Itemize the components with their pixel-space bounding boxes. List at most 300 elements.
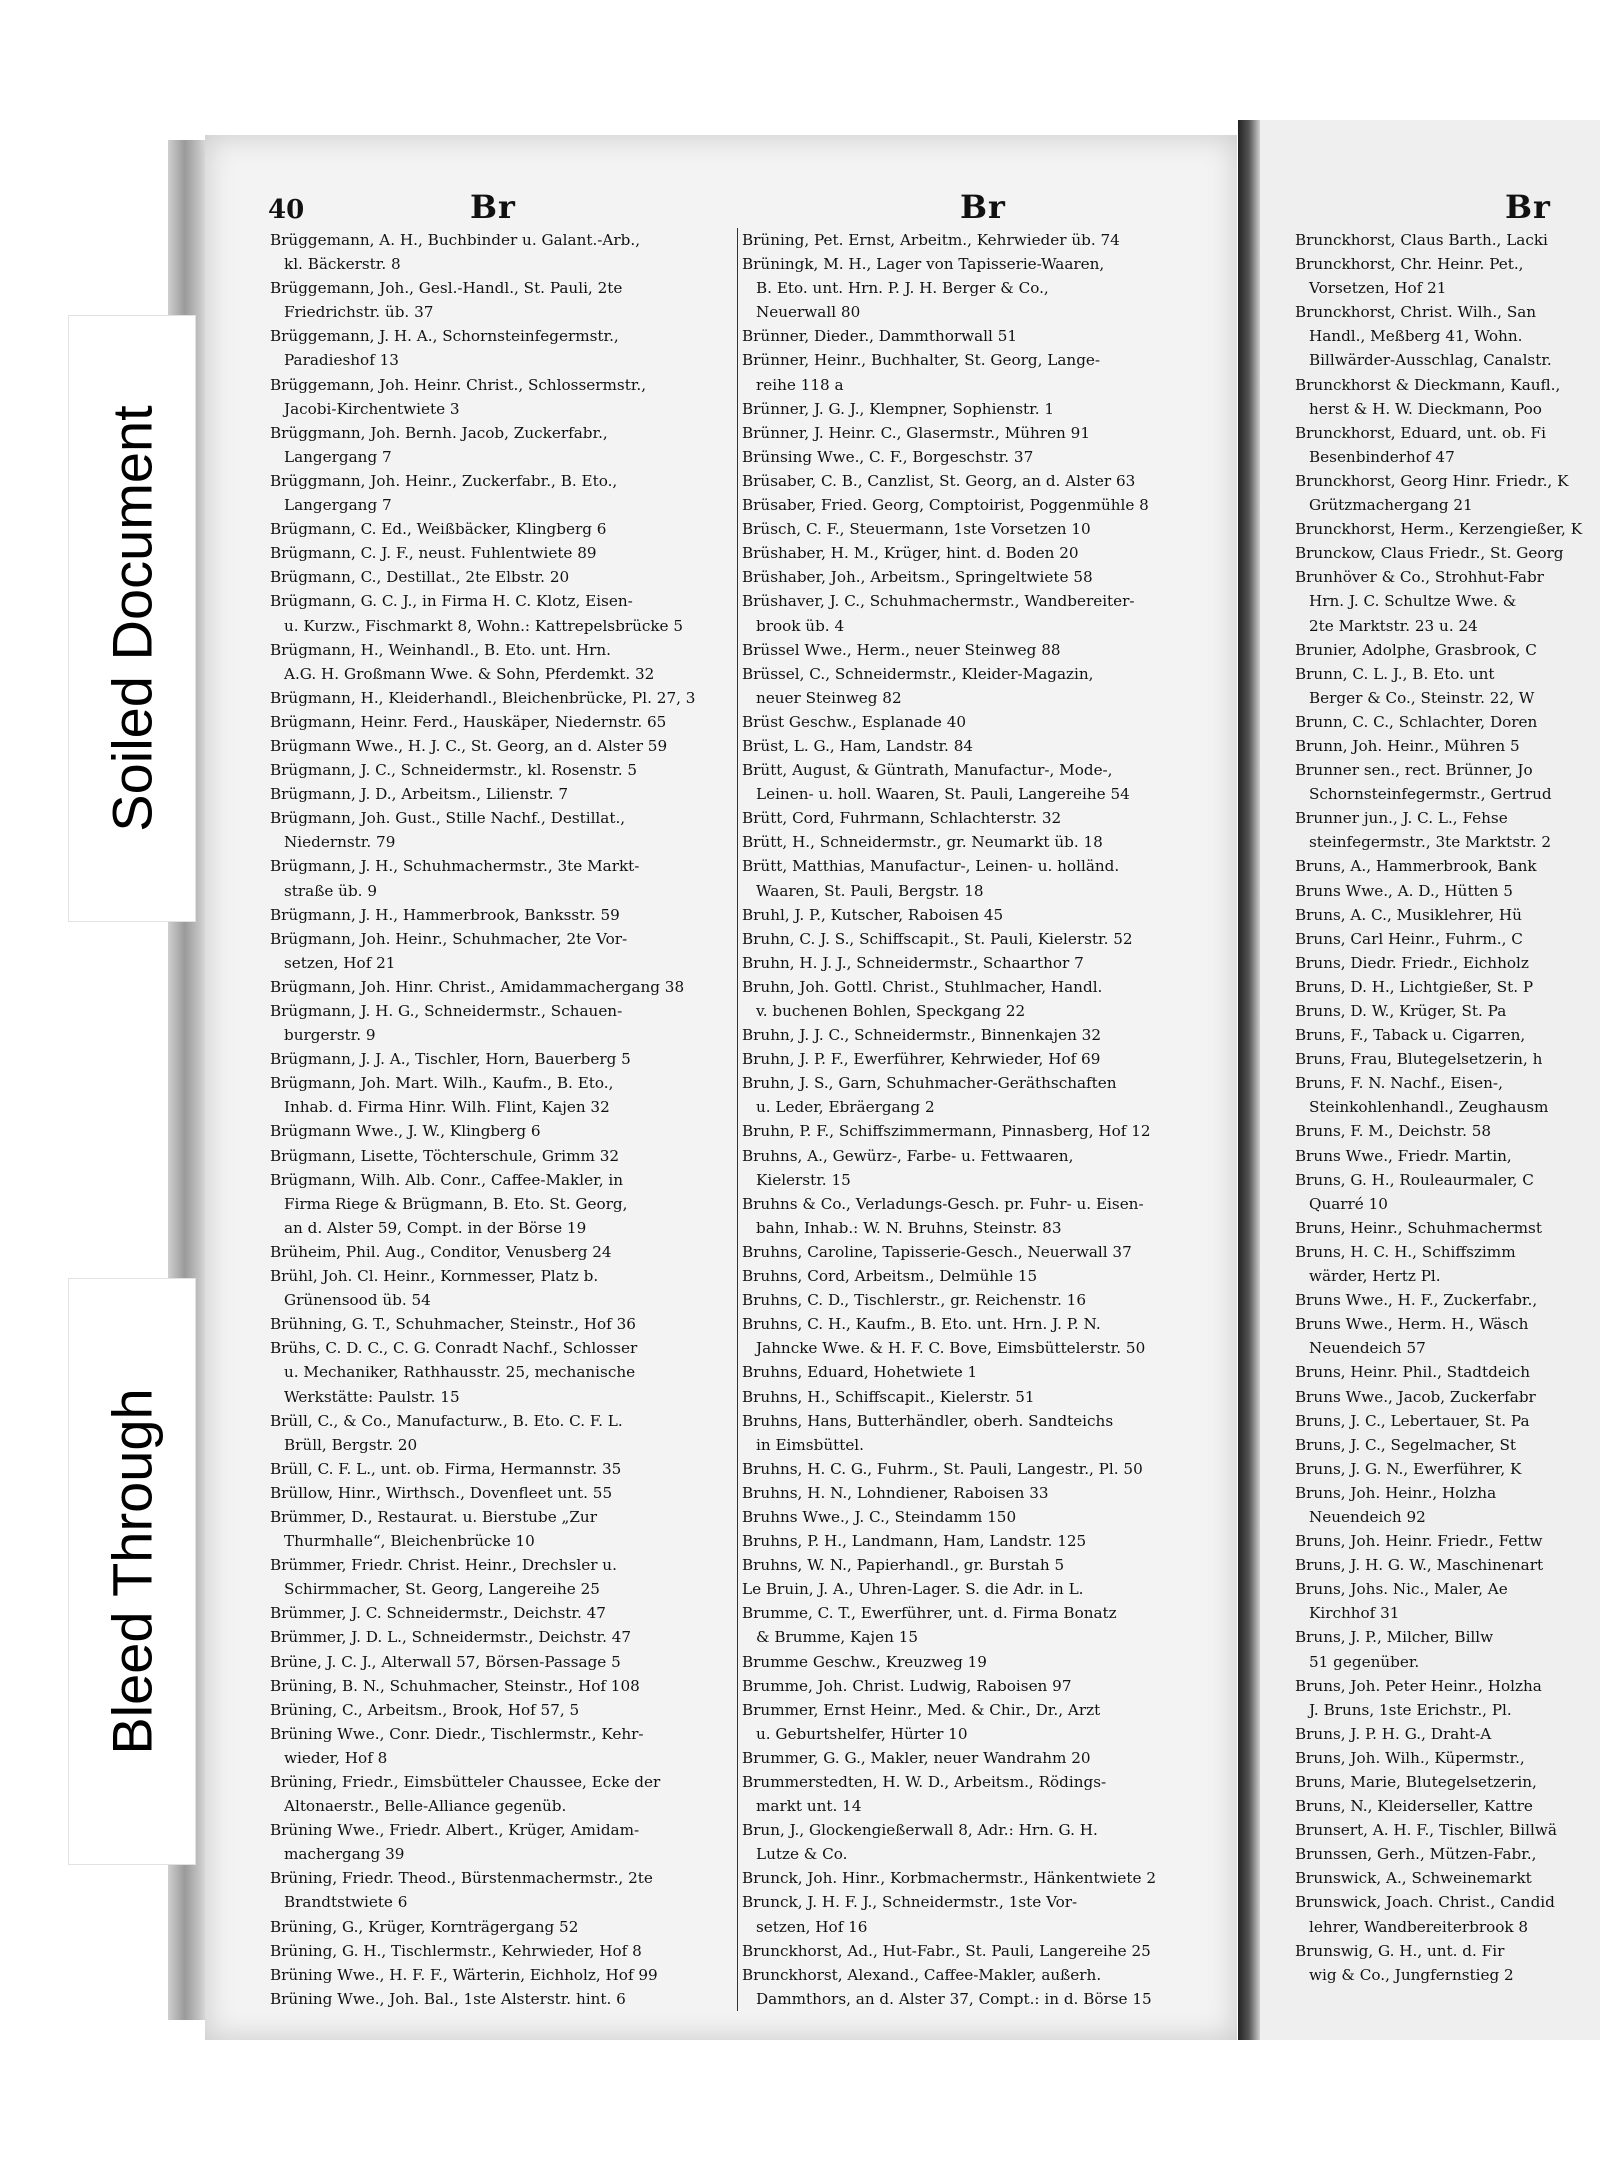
directory-entry xyxy=(742,1409,1204,1457)
directory-entry xyxy=(270,1722,732,1770)
entry-line: Brühning, G. T., Schuhmacher, Steinstr., Hof 36 xyxy=(270,1315,636,1334)
entry-line: Bruhl, J. P., Kutscher, Raboisen 45 xyxy=(742,905,1004,924)
directory-entry xyxy=(742,1698,1204,1746)
entry-line: Brüning Wwe., Friedr. Albert., Krüger, Amidam- xyxy=(270,1821,640,1840)
entry-continuation-line: 51 gegenüber. xyxy=(1309,1652,1420,1671)
directory-entry xyxy=(1295,1312,1600,1360)
directory-entry xyxy=(742,903,1204,927)
directory-entry xyxy=(742,517,1204,541)
directory-entry xyxy=(1295,1842,1600,1866)
directory-entry xyxy=(270,1553,732,1601)
directory-entry xyxy=(270,1409,732,1457)
entry-line: Brümmer, J. C. Schneidermstr., Deichstr. 47 xyxy=(270,1604,606,1623)
entry-line: Bruns, A. C., Musiklehrer, Hü xyxy=(1295,905,1522,924)
entry-line: Brüning Wwe., H. F. F., Wärterin, Eichholz, Hof 99 xyxy=(270,1965,658,1984)
directory-entry xyxy=(742,1071,1204,1119)
directory-entry xyxy=(1295,1577,1600,1625)
directory-entry xyxy=(742,228,1204,252)
directory-entry xyxy=(742,806,1204,830)
entry-continuation-line: markt unt. 14 xyxy=(756,1797,862,1816)
directory-entry xyxy=(1295,1119,1600,1143)
directory-entry xyxy=(270,806,732,854)
directory-entry xyxy=(742,1650,1204,1674)
directory-entry xyxy=(742,1601,1204,1649)
entry-line: Bruns Wwe., Herm. H., Wäsch xyxy=(1295,1315,1529,1334)
entry-line: Bruns, Heinr. Phil., Stadtdeich xyxy=(1295,1363,1530,1382)
entry-line: Brügmann, H., Weinhandl., B. Eto. unt. Hrn. xyxy=(270,640,611,659)
directory-entry xyxy=(1295,999,1600,1023)
entry-line: Bruhns, H. N., Lohndiener, Raboisen 33 xyxy=(742,1483,1049,1502)
entry-line: Brüning, G., Krüger, Kornträgergang 52 xyxy=(270,1917,579,1936)
directory-entry xyxy=(270,324,732,372)
entry-line: Brüst Geschw., Esplanade 40 xyxy=(742,712,967,731)
directory-entry xyxy=(742,1240,1204,1264)
directory-entry xyxy=(742,1674,1204,1698)
directory-entry xyxy=(270,1071,732,1119)
entry-line: Brüheim, Phil. Aug., Conditor, Venusberg 24 xyxy=(270,1242,612,1261)
directory-entry xyxy=(742,951,1204,975)
entry-line: Brummerstedten, H. W. D., Arbeitsm., Rödings- xyxy=(742,1773,1107,1791)
entry-continuation-line: Hrn. J. C. Schultze Wwe. & xyxy=(1309,592,1517,611)
directory-entry xyxy=(742,854,1204,902)
entry-line: Bruhn, Joh. Gottl. Christ., Stuhlmacher, Handl. xyxy=(742,977,1103,996)
directory-entry xyxy=(270,565,732,589)
directory-entry xyxy=(742,252,1204,324)
entry-line: Brunn, C. L. J., B. Eto. unt xyxy=(1295,664,1495,683)
entry-line: Brunck, J. H. F. J., Schneidermstr., 1ste Vor- xyxy=(742,1893,1078,1912)
directory-entry xyxy=(270,1987,732,2011)
directory-entry xyxy=(270,854,732,902)
entry-continuation-line: Langergang 7 xyxy=(284,496,392,515)
entry-line: Bruns, N., Kleiderseller, Kattre xyxy=(1295,1797,1533,1816)
directory-entry xyxy=(270,903,732,927)
entry-continuation-line: Waaren, St. Pauli, Bergstr. 18 xyxy=(756,881,984,900)
entry-line: Brügmann, Joh. Gust., Stille Nachf., Destillat., xyxy=(270,809,626,828)
entry-line: Bruns Wwe., A. D., Hütten 5 xyxy=(1295,881,1513,900)
directory-entry xyxy=(1295,1168,1600,1216)
directory-entry xyxy=(1295,1746,1600,1770)
entry-line: Brüggemann, A. H., Buchbinder u. Galant.-Arb., xyxy=(270,231,641,249)
directory-entry xyxy=(742,734,1204,758)
directory-entry xyxy=(742,1770,1204,1818)
directory-entry xyxy=(1295,517,1600,541)
entry-line: Brüshaber, Joh., Arbeitsm., Springeltwiete 58 xyxy=(742,568,1093,587)
directory-entry xyxy=(270,638,732,686)
entry-line: Brügmann, C. J. F., neust. Fuhlentwiete 89 xyxy=(270,544,597,563)
entry-line: Brüning, Pet. Ernst, Arbeitm., Kehrwieder üb. 74 xyxy=(742,231,1120,249)
entry-line: Bruns Wwe., Jacob, Zuckerfabr xyxy=(1295,1387,1536,1406)
entry-continuation-line: u. Mechaniker, Rathhausstr. 25, mechanische xyxy=(284,1363,636,1382)
entry-line: Brügmann, C., Destillat., 2te Elbstr. 20 xyxy=(270,568,570,587)
entry-line: Brügmann, Joh. Mart. Wilh., Kaufm., B. Eto., xyxy=(270,1074,614,1093)
entry-line: Brügmann Wwe., J. W., Klingberg 6 xyxy=(270,1122,541,1141)
directory-column-right xyxy=(1295,228,1600,1987)
entry-line: Brünner, J. G. J., Klempner, Sophienstr. 1 xyxy=(742,399,1055,418)
entry-line: Brunckhorst, Ad., Hut-Fabr., St. Pauli, Langereihe 25 xyxy=(742,1941,1151,1960)
entry-continuation-line: Handl., Meßberg 41, Wohn. xyxy=(1309,327,1523,346)
entry-continuation-line: herst & H. W. Dieckmann, Poo xyxy=(1309,399,1542,418)
entry-line: Brunckhorst, Herm., Kerzengießer, K xyxy=(1295,520,1583,539)
entry-continuation-line: straße üb. 9 xyxy=(284,881,377,900)
directory-entry xyxy=(1295,1023,1600,1047)
directory-entry xyxy=(1295,1144,1600,1168)
entry-line: Brüningk, M. H., Lager von Tapisserie-Waaren, xyxy=(742,255,1105,274)
directory-entry xyxy=(742,1360,1204,1384)
entry-line: Brüning, C., Arbeitsm., Brook, Hof 57, 5 xyxy=(270,1700,580,1719)
bleed-through-label xyxy=(68,1278,196,1865)
entry-continuation-line: u. Geburtshelfer, Hürter 10 xyxy=(756,1724,968,1743)
entry-line: Brühl, Joh. Cl. Heinr., Kornmesser, Platz b. xyxy=(270,1267,599,1286)
entry-line: Brummer, Ernst Heinr., Med. & Chir., Dr., Arzt xyxy=(742,1700,1101,1719)
directory-entry xyxy=(742,638,1204,662)
entry-line: Bruns Wwe., H. F., Zuckerfabr., xyxy=(1295,1291,1538,1310)
entry-line: Brunn, C. C., Schlachter, Doren xyxy=(1295,712,1538,731)
entry-line: Brüning, Friedr., Eimsbütteler Chaussee, Ecke der xyxy=(270,1773,661,1791)
entry-line: Brüll, C., & Co., Manufacturw., B. Eto. C. F. L. xyxy=(270,1411,623,1430)
soiled-document-label xyxy=(68,315,196,922)
entry-line: Brunckhorst, Georg Hinr. Friedr., K xyxy=(1295,471,1569,490)
directory-entry xyxy=(270,517,732,541)
entry-line: Bruhns, W. N., Papierhandl., gr. Burstah 5 xyxy=(742,1556,1065,1575)
entry-continuation-line: & Brumme, Kajen 15 xyxy=(756,1628,919,1647)
page-number: 40 xyxy=(268,195,305,225)
entry-line: Brunswig, G. H., unt. d. Fir xyxy=(1295,1941,1505,1960)
entry-continuation-line: Leinen- u. holl. Waaren, St. Pauli, Langereihe 54 xyxy=(756,785,1130,804)
directory-entry xyxy=(742,830,1204,854)
entry-line: Brümmer, J. D. L., Schneidermstr., Deichstr. 47 xyxy=(270,1628,632,1647)
entry-line: Brunckhorst, Eduard, unt. ob. Fi xyxy=(1295,423,1546,442)
entry-line: Brünner, J. Heinr. C., Glasermstr., Mühren 91 xyxy=(742,423,1090,442)
entry-continuation-line: 2te Marktstr. 23 u. 24 xyxy=(1309,616,1478,635)
entry-line: Brügmann, C. Ed., Weißbäcker, Klingberg 6 xyxy=(270,520,607,539)
directory-entry xyxy=(1295,1216,1600,1240)
entry-continuation-line: bahn, Inhab.: W. N. Bruhns, Steinstr. 83 xyxy=(756,1218,1062,1237)
entry-line: Brügmann, G. C. J., in Firma H. C. Klotz, Eisen- xyxy=(270,592,633,611)
entry-continuation-line: Kielerstr. 15 xyxy=(756,1170,851,1189)
directory-entry xyxy=(1295,975,1600,999)
directory-entry xyxy=(270,541,732,565)
directory-entry xyxy=(270,999,732,1047)
directory-entry xyxy=(1295,1866,1600,1890)
directory-entry xyxy=(1295,951,1600,975)
entry-line: Brügmann, Joh. Heinr., Schuhmacher, 2te Vor- xyxy=(270,929,628,948)
directory-entry xyxy=(270,1505,732,1553)
entry-line: Brünsing Wwe., C. F., Borgeschstr. 37 xyxy=(742,447,1034,466)
directory-entry xyxy=(742,1312,1204,1360)
entry-line: Bruns, F. N. Nachf., Eisen-, xyxy=(1295,1074,1503,1093)
directory-entry xyxy=(1295,638,1600,662)
entry-line: Brüning, G. H., Tischlermstr., Kehrwieder, Hof 8 xyxy=(270,1941,642,1960)
entry-continuation-line: Jacobi-Kirchentwiete 3 xyxy=(284,399,460,418)
entry-line: Brüst, L. G., Ham, Landstr. 84 xyxy=(742,736,974,755)
directory-entry xyxy=(1295,710,1600,734)
entry-line: Bruhns, H., Schiffscapit., Kielerstr. 51 xyxy=(742,1387,1035,1406)
directory-entry xyxy=(270,758,732,782)
entry-continuation-line: Neuendeich 92 xyxy=(1309,1507,1426,1526)
directory-entry xyxy=(742,1192,1204,1240)
entry-line: Brüsaber, Fried. Georg, Comptoirist, Poggenmühle 8 xyxy=(742,496,1149,515)
directory-entry xyxy=(742,469,1204,493)
entry-line: Brüshaber, H. M., Krüger, hint. d. Boden 20 xyxy=(742,544,1079,563)
running-head-left: Br xyxy=(470,188,516,226)
directory-entry xyxy=(270,1240,732,1264)
entry-line: Bruns, D. H., Lichtgießer, St. P xyxy=(1295,977,1534,996)
directory-entry xyxy=(270,1601,732,1625)
entry-line: Bruns, Joh. Heinr. Friedr., Fettw xyxy=(1295,1532,1543,1551)
directory-entry xyxy=(270,1264,732,1312)
entry-continuation-line: wieder, Hof 8 xyxy=(284,1748,388,1767)
directory-entry xyxy=(742,1818,1204,1866)
entry-line: Bruns, Marie, Blutegelsetzerin, xyxy=(1295,1773,1537,1791)
directory-entry xyxy=(1295,1553,1600,1577)
directory-entry xyxy=(742,1529,1204,1553)
directory-entry xyxy=(270,1119,732,1143)
entry-line: Brunhöver & Co., Strohhut-Fabr xyxy=(1295,568,1544,587)
entry-continuation-line: B. Eto. unt. Hrn. P. J. H. Berger & Co., xyxy=(756,279,1049,298)
directory-entry xyxy=(1295,1288,1600,1312)
entry-line: Brummer, G. G., Makler, neuer Wandrahm 20 xyxy=(742,1748,1091,1767)
entry-line: Brühs, C. D. C., C. G. Conradt Nachf., Schlosser xyxy=(270,1339,638,1358)
directory-entry xyxy=(742,1119,1204,1143)
soiled-document-text: Soiled Document xyxy=(100,405,164,832)
directory-entry xyxy=(742,348,1204,396)
directory-entry xyxy=(270,421,732,469)
entry-continuation-line: Grützmachergang 21 xyxy=(1309,496,1473,515)
directory-entry xyxy=(742,1288,1204,1312)
directory-entry xyxy=(1295,734,1600,758)
entry-line: Brüning, Friedr. Theod., Bürstenmachermstr., 2te xyxy=(270,1869,653,1888)
entry-continuation-line: kl. Bäckerstr. 8 xyxy=(284,255,401,274)
directory-entry xyxy=(1295,1433,1600,1457)
directory-entry xyxy=(270,1481,732,1505)
directory-entry xyxy=(742,710,1204,734)
directory-entry xyxy=(742,541,1204,565)
entry-line: Brügmann, H., Kleiderhandl., Bleichenbrücke, Pl. 27, 3 xyxy=(270,688,696,707)
entry-line: Brütt, Matthias, Manufactur-, Leinen- u. holländ. xyxy=(742,857,1120,876)
entry-line: Brüll, C. F. L., unt. ob. Firma, Hermannstr. 35 xyxy=(270,1459,622,1478)
entry-line: Bruns, J. G. N., Ewerführer, K xyxy=(1295,1459,1522,1478)
directory-entry xyxy=(270,782,732,806)
entry-line: Brunner jun., J. C. L., Fehse xyxy=(1295,809,1508,828)
entry-line: Bruns, Johs. Nic., Maler, Ae xyxy=(1295,1580,1508,1599)
entry-line: Brunswick, A., Schweinemarkt xyxy=(1295,1869,1532,1888)
entry-continuation-line: u. Leder, Ebräergang 2 xyxy=(756,1098,935,1117)
entry-line: Bruhns, C. H., Kaufm., B. Eto. unt. Hrn. J. P. N. xyxy=(742,1315,1101,1334)
entry-continuation-line: Altonaerstr., Belle-Alliance gegenüb. xyxy=(284,1797,567,1816)
entry-line: Bruhns, A., Gewürz-, Farbe- u. Fettwaaren, xyxy=(742,1146,1074,1165)
entry-line: Brüning Wwe., Joh. Bal., 1ste Alsterstr. hint. 6 xyxy=(270,1989,626,2008)
entry-continuation-line: Brüll, Bergstr. 20 xyxy=(284,1435,418,1454)
entry-continuation-line: Neuerwall 80 xyxy=(756,303,861,322)
entry-line: Brüsch, C. F., Steuermann, 1ste Vorsetzen 10 xyxy=(742,520,1091,539)
entry-continuation-line: Brandtstwiete 6 xyxy=(284,1893,408,1912)
directory-entry xyxy=(270,373,732,421)
entry-line: Brüllow, Hinr., Wirthsch., Dovenfleet unt. 55 xyxy=(270,1483,613,1502)
entry-continuation-line: Werkstätte: Paulstr. 15 xyxy=(284,1387,460,1406)
directory-entry xyxy=(1295,758,1600,806)
entry-line: Bruns, J. P., Milcher, Billw xyxy=(1295,1628,1494,1647)
directory-entry xyxy=(1295,1939,1600,1987)
directory-entry xyxy=(1295,1794,1600,1818)
entry-continuation-line: Schirmmacher, St. Georg, Langereihe 25 xyxy=(284,1580,600,1599)
entry-line: Brunssen, Gerh., Mützen-Fabr., xyxy=(1295,1845,1537,1864)
directory-entry xyxy=(270,1674,732,1698)
entry-line: Brunckhorst, Chr. Heinr. Pet., xyxy=(1295,255,1524,274)
running-head-right: Br xyxy=(1505,188,1551,226)
directory-entry xyxy=(270,1625,732,1649)
directory-entry xyxy=(1295,1481,1600,1529)
directory-entry xyxy=(270,276,732,324)
directory-entry xyxy=(270,734,732,758)
entry-line: Brügmann, J. C., Schneidermstr., kl. Rosenstr. 5 xyxy=(270,761,638,780)
directory-entry xyxy=(742,1385,1204,1409)
bleed-through-text: Bleed Through xyxy=(100,1388,164,1755)
entry-continuation-line: Firma Riege & Brügmann, B. Eto. St. Georg, xyxy=(284,1194,628,1213)
entry-line: Bruns, Joh. Heinr., Holzha xyxy=(1295,1483,1497,1502)
entry-line: Bruhn, J. S., Garn, Schuhmacher-Geräthschaften xyxy=(742,1074,1117,1093)
directory-entry xyxy=(1295,1457,1600,1481)
directory-entry xyxy=(742,1047,1204,1071)
entry-line: Bruns, A., Hammerbrook, Bank xyxy=(1295,857,1537,876)
entry-line: Brüggmann, Joh. Heinr., Zuckerfabr., B. Eto., xyxy=(270,471,618,490)
entry-continuation-line: setzen, Hof 21 xyxy=(284,953,396,972)
directory-entry xyxy=(742,1457,1204,1481)
entry-continuation-line: Besenbinderhof 47 xyxy=(1309,447,1455,466)
entry-line: Bruns, Heinr., Schuhmachermst xyxy=(1295,1218,1542,1237)
directory-entry xyxy=(742,1746,1204,1770)
directory-entry xyxy=(1295,1722,1600,1746)
entry-continuation-line: wig & Co., Jungfernstieg 2 xyxy=(1309,1965,1514,1984)
directory-entry xyxy=(270,975,732,999)
entry-line: Brügmann, J. H., Hammerbrook, Banksstr. 59 xyxy=(270,905,620,924)
entry-continuation-line: Neuendeich 57 xyxy=(1309,1339,1426,1358)
entry-continuation-line: Grünensood üb. 54 xyxy=(284,1291,431,1310)
entry-line: Brumme, C. T., Ewerführer, unt. d. Firma Bonatz xyxy=(742,1604,1117,1623)
entry-line: Bruhns, Cord, Arbeitsm., Delmühle 15 xyxy=(742,1267,1038,1286)
directory-entry xyxy=(1295,469,1600,517)
entry-line: Brügmann, J. H., Schuhmachermstr., 3te Markt- xyxy=(270,857,640,876)
directory-entry xyxy=(1295,1529,1600,1553)
entry-line: Brügmann Wwe., H. J. C., St. Georg, an d. Alster 59 xyxy=(270,736,668,755)
directory-entry xyxy=(742,927,1204,951)
directory-entry xyxy=(1295,541,1600,565)
directory-entry xyxy=(742,1144,1204,1192)
directory-entry xyxy=(742,1023,1204,1047)
entry-line: Bruhns, H. C. G., Fuhrm., St. Pauli, Langestr., Pl. 50 xyxy=(742,1459,1143,1478)
entry-line: Brüggemann, Joh. Heinr. Christ., Schlossermstr., xyxy=(270,375,647,394)
directory-entry xyxy=(742,324,1204,348)
directory-entry xyxy=(1295,1409,1600,1433)
entry-continuation-line: Inhab. d. Firma Hinr. Wilh. Flint, Kajen 32 xyxy=(284,1098,610,1117)
entry-line: Brunswick, Joach. Christ., Candid xyxy=(1295,1893,1555,1912)
entry-line: Bruhn, J. P. F., Ewerführer, Kehrwieder, Hof 69 xyxy=(742,1050,1101,1069)
directory-entry xyxy=(742,565,1204,589)
directory-entry xyxy=(742,589,1204,637)
entry-continuation-line: Lutze & Co. xyxy=(756,1845,848,1864)
directory-entry xyxy=(1295,228,1600,252)
entry-continuation-line: v. buchenen Bohlen, Speckgang 22 xyxy=(756,1002,1026,1020)
entry-continuation-line: reihe 118 a xyxy=(756,375,844,394)
entry-line: Bruhn, C. J. S., Schiffscapit., St. Pauli, Kielerstr. 52 xyxy=(742,929,1133,948)
directory-entry xyxy=(1295,927,1600,951)
entry-continuation-line: A.G. H. Großmann Wwe. & Sohn, Pferdemkt. 32 xyxy=(284,664,655,683)
entry-line: Bruhns, C. D., Tischlerstr., gr. Reichenstr. 16 xyxy=(742,1291,1086,1310)
directory-entry xyxy=(270,927,732,975)
entry-continuation-line: Niedernstr. 79 xyxy=(284,833,396,852)
entry-line: Brütt, H., Schneidermstr., gr. Neumarkt üb. 18 xyxy=(742,833,1103,852)
entry-line: Brügmann, Lisette, Töchterschule, Grimm 32 xyxy=(270,1146,620,1165)
directory-entry xyxy=(742,1264,1204,1288)
directory-entry xyxy=(1295,879,1600,903)
directory-entry xyxy=(270,1939,732,1963)
entry-continuation-line: Dammthors, an d. Alster 37, Compt.: in d. Börse 15 xyxy=(756,1989,1152,2008)
entry-line: Brunckhorst & Dieckmann, Kaufl., xyxy=(1295,375,1561,394)
entry-line: Bruns Wwe., Friedr. Martin, xyxy=(1295,1146,1512,1165)
entry-continuation-line: Kirchhof 31 xyxy=(1309,1604,1400,1623)
directory-entry xyxy=(1295,1360,1600,1384)
entry-line: Bruns, F. M., Deichstr. 58 xyxy=(1295,1122,1492,1141)
entry-continuation-line: brook üb. 4 xyxy=(756,616,845,635)
entry-line: Bruhns, Hans, Butterhändler, oberh. Sandteichs xyxy=(742,1411,1114,1430)
directory-entry xyxy=(742,1481,1204,1505)
directory-entry xyxy=(270,469,732,517)
entry-continuation-line: setzen, Hof 16 xyxy=(756,1917,868,1936)
directory-entry xyxy=(1295,1674,1600,1722)
entry-continuation-line: Langergang 7 xyxy=(284,447,392,466)
directory-entry xyxy=(1295,1890,1600,1938)
entry-line: Bruhn, J. J. C., Schneidermstr., Binnenkajen 32 xyxy=(742,1026,1102,1045)
entry-line: Brügmann, J. H. G., Schneidermstr., Schauen- xyxy=(270,1002,623,1020)
directory-column-middle xyxy=(737,228,1204,2011)
entry-line: Brüssel, C., Schneidermstr., Kleider-Magazin, xyxy=(742,664,1094,683)
entry-line: Brügmann, J. J. A., Tischler, Horn, Bauerberg 5 xyxy=(270,1050,631,1069)
entry-line: Brüggmann, Joh. Bernh. Jacob, Zuckerfabr., xyxy=(270,423,608,442)
directory-entry xyxy=(742,1963,1204,2011)
entry-continuation-line: burgerstr. 9 xyxy=(284,1026,376,1045)
entry-line: Brun, J., Glockengießerwall 8, Adr.: Hrn. G. H. xyxy=(742,1821,1098,1840)
entry-continuation-line: wärder, Hertz Pl. xyxy=(1309,1267,1441,1286)
entry-line: Brügmann, Joh. Hinr. Christ., Amidammachergang 38 xyxy=(270,977,685,996)
directory-entry xyxy=(270,1963,732,1987)
directory-entry xyxy=(270,1650,732,1674)
directory-entry xyxy=(1295,1625,1600,1673)
directory-entry xyxy=(270,1866,732,1914)
directory-column-left xyxy=(270,228,732,2011)
entry-line: Bruns, Carl Heinr., Fuhrm., C xyxy=(1295,929,1523,948)
entry-line: Brumme, Joh. Christ. Ludwig, Raboisen 97 xyxy=(742,1676,1072,1695)
directory-entry xyxy=(1295,1240,1600,1288)
entry-continuation-line: u. Kurzw., Fischmarkt 8, Wohn.: Kattrepelsbrücke 5 xyxy=(284,616,684,635)
entry-line: Brunckhorst, Alexand., Caffee-Makler, außerh. xyxy=(742,1965,1102,1984)
entry-continuation-line: Thurmhalle“, Bleichenbrücke 10 xyxy=(284,1532,535,1551)
entry-line: Bruns, Frau, Blutegelsetzerin, h xyxy=(1295,1050,1543,1069)
entry-line: Brunner sen., rect. Brünner, Jo xyxy=(1295,761,1533,780)
entry-line: Brütt, August, & Güntrath, Manufactur-, Mode-, xyxy=(742,761,1113,780)
directory-entry xyxy=(1295,421,1600,469)
entry-continuation-line: Friedrichstr. üb. 37 xyxy=(284,303,434,322)
entry-continuation-line: Billwärder-Ausschlag, Canalstr. xyxy=(1309,351,1552,370)
directory-entry xyxy=(270,1168,732,1240)
entry-line: Bruns, F., Taback u. Cigarren, xyxy=(1295,1026,1526,1045)
directory-entry xyxy=(742,1505,1204,1529)
entry-line: Brügmann, Heinr. Ferd., Hauskäper, Niedernstr. 65 xyxy=(270,712,667,731)
entry-line: Brunsert, A. H. F., Tischler, Billwä xyxy=(1295,1821,1557,1840)
entry-line: Brüssel Wwe., Herm., neuer Steinweg 88 xyxy=(742,640,1061,659)
entry-line: Bruhns & Co., Verladungs-Gesch. pr. Fuhr- u. Eisen- xyxy=(742,1194,1144,1213)
entry-line: Bruhns, P. H., Landmann, Ham, Landstr. 125 xyxy=(742,1532,1087,1551)
entry-line: Brumme Geschw., Kreuzweg 19 xyxy=(742,1652,987,1671)
entry-line: Brünner, Heinr., Buchhalter, St. Georg, Lange- xyxy=(742,351,1101,370)
